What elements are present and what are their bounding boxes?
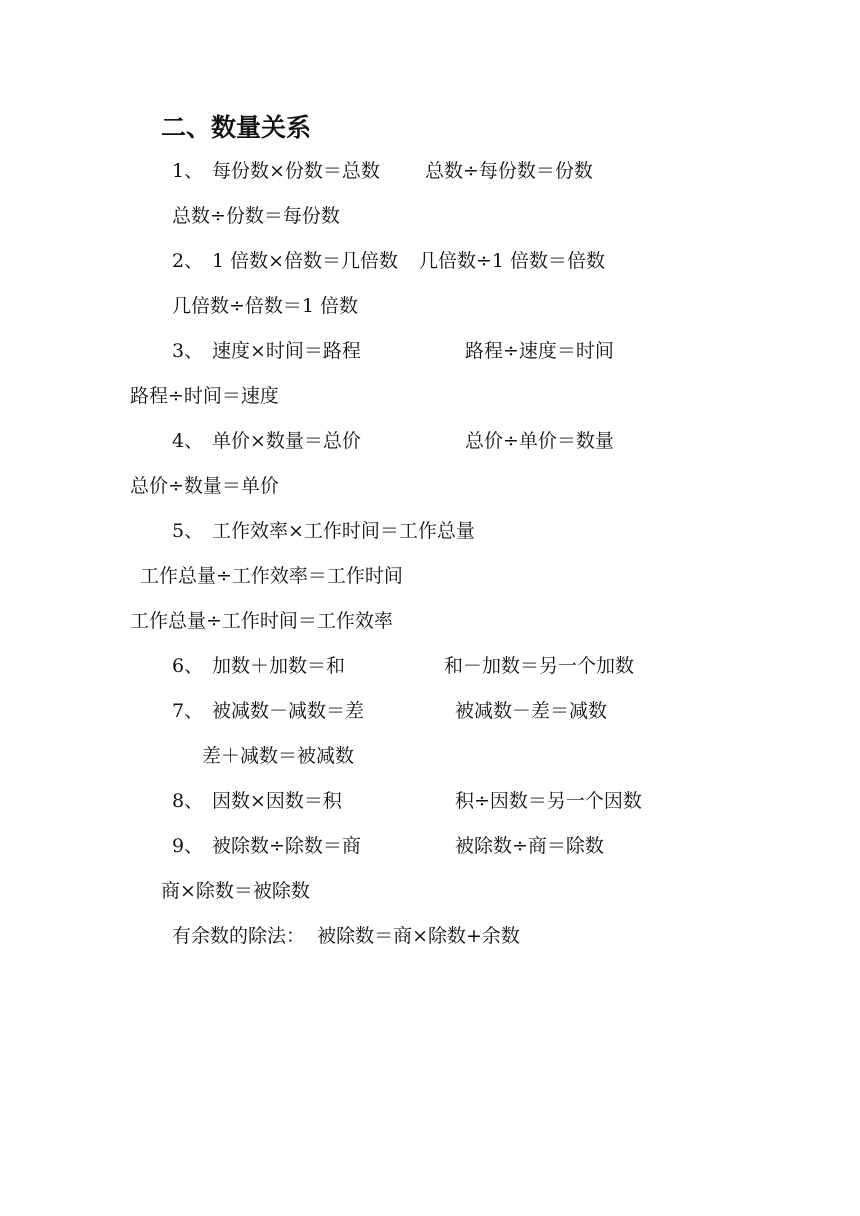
formula: 总价÷单价＝数量 <box>465 430 614 452</box>
item-number: 4、 <box>172 430 204 452</box>
formula: 积÷因数＝另一个因数 <box>455 790 642 812</box>
formula: 1 倍数×倍数＝几倍数 <box>212 250 399 272</box>
formula-line <box>172 158 203 184</box>
formula: 几倍数÷1 倍数＝倍数 <box>419 250 606 272</box>
item-number: 1、 <box>172 160 204 182</box>
remainder-division-note: 有余数的除法： 被除数＝商×除数+余数 <box>172 925 520 947</box>
section-heading: 二、数量关系 <box>161 113 312 142</box>
item-number: 2、 <box>172 250 204 272</box>
item-number: 3、 <box>172 340 204 362</box>
formula: 被减数－减数＝差 <box>212 700 365 722</box>
formula: 总数÷份数＝每份数 <box>172 205 340 227</box>
formula-line <box>172 248 203 274</box>
formula-line <box>172 698 203 724</box>
item-number: 8、 <box>172 790 204 812</box>
formula: 每份数×份数＝总数 <box>212 160 380 182</box>
formula: 被减数－差＝减数 <box>455 700 608 722</box>
formula-line <box>172 518 203 544</box>
formula: 总数÷每份数＝份数 <box>425 160 593 182</box>
item-number: 9、 <box>172 835 204 857</box>
formula: 商×除数＝被除数 <box>161 880 310 902</box>
item-number: 7、 <box>172 700 204 722</box>
formula: 单价×数量＝总价 <box>212 430 361 452</box>
item-number: 5、 <box>172 520 204 542</box>
formula: 总价÷数量＝单价 <box>130 475 279 497</box>
formula: 路程÷速度＝时间 <box>465 340 614 362</box>
formula: 加数＋加数＝和 <box>212 655 346 677</box>
formula-line <box>172 338 203 364</box>
formula: 和－加数＝另一个加数 <box>444 655 635 677</box>
formula: 工作总量÷工作时间＝工作效率 <box>130 610 393 632</box>
formula: 几倍数÷倍数＝1 倍数 <box>172 295 359 317</box>
formula-line <box>172 833 203 859</box>
formula: 工作总量÷工作效率＝工作时间 <box>140 565 403 587</box>
formula-line <box>172 428 203 454</box>
formula-line <box>172 788 203 814</box>
formula: 被除数÷商＝除数 <box>455 835 604 857</box>
formula: 工作效率×工作时间＝工作总量 <box>212 520 475 542</box>
item-number: 6、 <box>172 655 204 677</box>
formula: 被除数÷除数＝商 <box>212 835 361 857</box>
formula: 因数×因数＝积 <box>212 790 342 812</box>
formula: 路程÷时间＝速度 <box>130 385 279 407</box>
formula-line <box>172 653 203 679</box>
formula: 差＋减数＝被减数 <box>202 745 355 767</box>
formula: 速度×时间＝路程 <box>212 340 361 362</box>
